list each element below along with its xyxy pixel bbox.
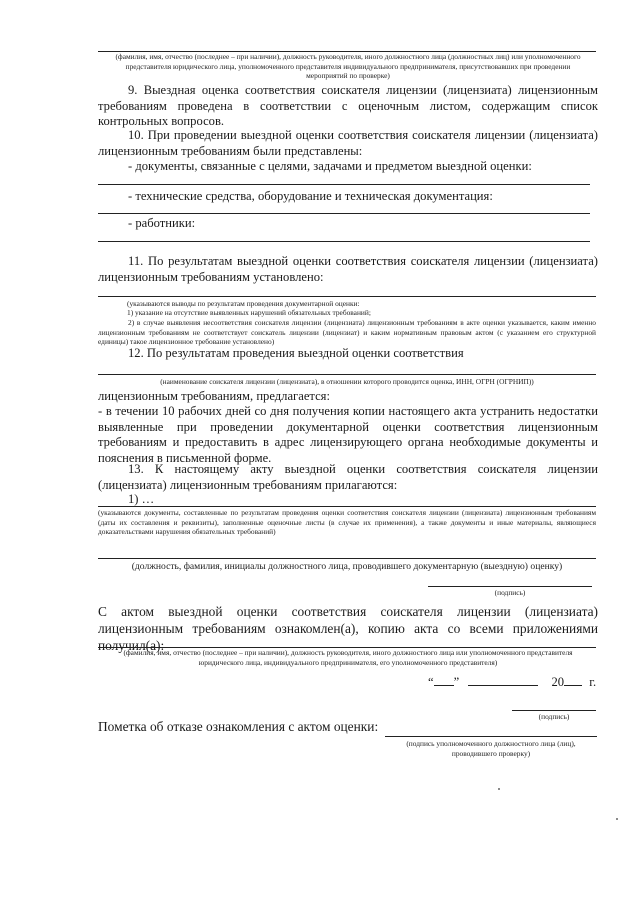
date-year-blank xyxy=(564,675,582,686)
date-year-suffix: г. xyxy=(589,675,597,689)
documents-fill-line xyxy=(98,184,590,185)
scan-speck xyxy=(498,788,500,790)
item-9-text: 9. Выездная оценка соответствия соискателя лицензии (лицензиата) лицензионным требованиям проведена в соответствии с оценочным листом, содержащим список контрольных вопросов. xyxy=(98,83,598,129)
acquainted-caption: (фамилия, имя, отчество (последнее – при наличии), должность руководителя, иного должностного лица или уполномоченного представителя юридического лица, индивидуального предпринимателя, его уполномоченного представителя) xyxy=(123,648,573,667)
item-13-fill-line xyxy=(98,506,596,507)
item-10-documents: - документы, связанные с целями, задачами и предметом выездной оценки: xyxy=(128,159,532,173)
official-caption: (должность, фамилия, инициалы должностного лица, проводившего документарную (выездную) оценку) xyxy=(131,561,563,572)
item-11-caption-head: (указываются выводы по результатам проведения документарной оценки: xyxy=(127,299,360,308)
date-open-quote: “ xyxy=(428,675,434,689)
item-13-text: 13. К настоящему акту выездной оценки соответствия соискателя лицензии (лицензиата) лицензионным требованиям прилагаются: xyxy=(98,462,598,492)
item-12-text: 12. По результатам проведения выездной оценки соответствия xyxy=(128,346,464,360)
item-12-caption: (наименование соискателя лицензии (лицензиата), в отношении которого проводится оценка, ИНН, ОГРН (ОГРНИП)) xyxy=(160,377,534,386)
workers-fill-line xyxy=(98,241,590,242)
item-13-first: 1) … xyxy=(128,492,155,506)
item-11-fill-line xyxy=(98,296,596,297)
date-close-quote: ” xyxy=(453,675,460,689)
item-12-action: - в течении 10 рабочих дней со дня получения копии настоящего акта устранить недостатки выявленные при проведении документарной оценки соответствия лицензионным требованиям и предоставить в адрес лицензирующего органа необходимые документы и пояснения в письменной форме. xyxy=(98,404,598,465)
acquainted-text: С актом выездной оценки соответствия соискателя лицензии (лицензиата) лицензионным требованиям ознакомлен(а), копию акта со всеми приложениями получил(а): xyxy=(98,604,598,653)
item-13-caption: (указываются документы, составленные по результатам проведения оценки соответствия соискателя лицензии (лицензиата) лицензионным требованиям (даты их составления и реквизиты), заполненные оценочные листы (в случае их применения), а также документы и иные материалы, являющиеся доказательствами нарушения обязательных требований) xyxy=(98,508,596,537)
official-fill-line xyxy=(98,558,596,559)
item-12-proposed: лицензионным требованиям, предлагается: xyxy=(98,389,330,403)
signature-caption: (подпись) xyxy=(494,588,526,597)
item-12-fill-line xyxy=(98,374,596,375)
item-10-workers: - работники: xyxy=(128,216,196,230)
top-caption: (фамилия, имя, отчество (последнее – при наличии), должность руководителя, иного должностного лица (должностных лиц) или уполномоченного представителя юридического лица, уполномоченного представителя индивидуального предпринимателя, присутствовавших при проведении мероприятий по проверке) xyxy=(115,52,581,81)
date-month-blank xyxy=(468,675,538,686)
refusal-label: Пометка об отказе ознакомления с актом оценки: xyxy=(98,719,379,734)
item-10-technical: - технические средства, оборудование и техническая документация: xyxy=(128,189,493,203)
refusal-fill-line xyxy=(385,736,597,737)
date-century: 20 xyxy=(551,675,565,689)
technical-fill-line xyxy=(98,213,590,214)
scan-speck xyxy=(616,818,618,820)
signature-caption-2: (подпись) xyxy=(538,712,570,721)
item-11-caption-2: 2) в случае выявления несоответствия соискателя лицензии (лицензиата) лицензионным требованиям в акте оценки указывается, каким именно лицензионным требованиям не соответствует соискатель лицензии (лицензиат) и каким нормативным правовым актом (с указанием его структурной единицы) такое лицензионное требование установлено) xyxy=(98,318,596,347)
item-11-caption-1: 1) указание на отсутствие выявленных нарушений обязательных требований; xyxy=(127,308,371,317)
date-day-blank xyxy=(434,675,454,686)
refusal-caption: (подпись уполномоченного должностного лица (лиц), проводившего проверку) xyxy=(406,739,576,758)
signature-line xyxy=(428,586,592,587)
date-line xyxy=(428,675,596,691)
item-10-text: 10. При проведении выездной оценки соответствия соискателя лицензии (лицензиата) лицензионным требованиям были представлены: xyxy=(98,128,598,158)
item-11-text: 11. По результатам выездной оценки соответствия соискателя лицензии (лицензиата) лицензионным требованиям установлено: xyxy=(98,254,598,284)
signature-line-2 xyxy=(512,710,596,711)
